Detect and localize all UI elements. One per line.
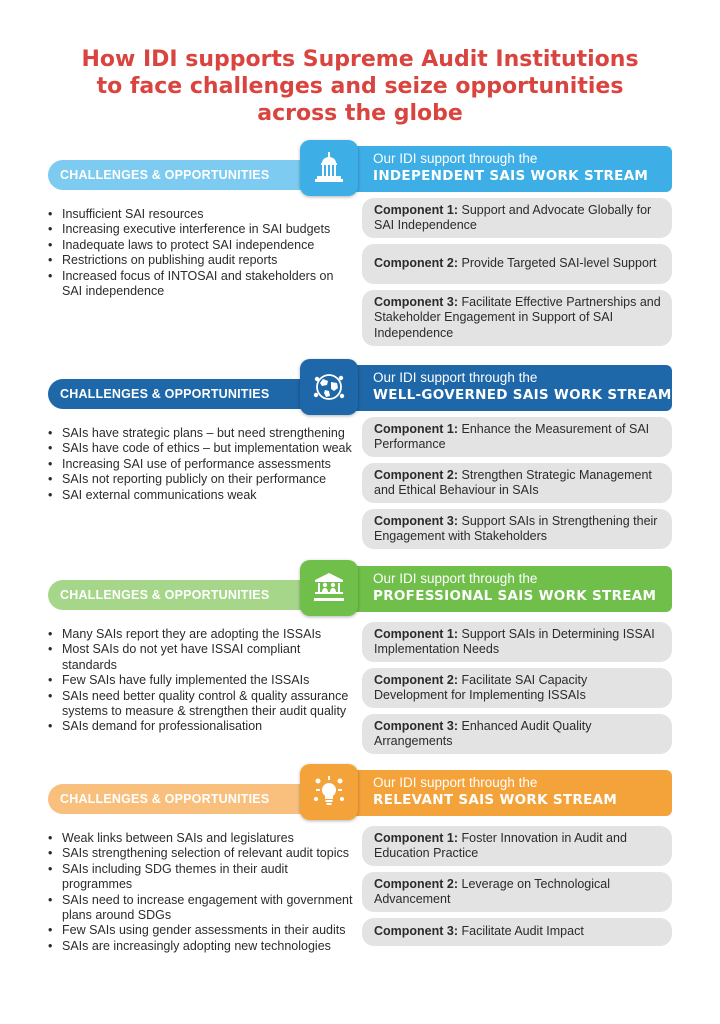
component-label: Component 1:: [374, 421, 459, 436]
component-text: Strengthen Strategic Management and Ethical Behaviour in SAIs: [374, 467, 652, 497]
challenges-opportunities-bar: CHALLENGES & OPPORTUNITIES: [48, 160, 318, 190]
component-card: [362, 622, 672, 662]
component-label: Component 2:: [374, 672, 459, 687]
challenges-list: [48, 627, 354, 735]
institution-people-icon: [300, 560, 358, 616]
component-card: [362, 244, 672, 284]
component-card: [362, 826, 672, 866]
list-item: • Increasing executive interference in SAI budgets: [48, 222, 354, 237]
component-text: Foster Innovation in Audit and Education Practice: [374, 830, 627, 860]
list-item: • SAIs need better quality control & quality assurance systems to measure & strengthen their audit quality: [48, 689, 354, 720]
support-prefix: Our IDI support through the: [373, 370, 538, 385]
lightbulb-ideas-icon: [300, 764, 358, 820]
section-professional: [0, 560, 720, 760]
challenges-list: [48, 207, 354, 299]
component-text: Facilitate Effective Partnerships and Stakeholder Engagement in Support of SAI Independence: [374, 294, 661, 340]
component-text: Enhanced Audit Quality Arrangements: [374, 718, 592, 748]
component-card: [362, 198, 672, 238]
component-card: [362, 417, 672, 457]
component-text: Support and Advocate Globally for SAI Independence: [374, 202, 652, 232]
component-label: Component 3:: [374, 718, 459, 733]
challenges-list: [48, 426, 354, 503]
work-stream-header: [340, 146, 672, 192]
list-item: • Restrictions on publishing audit reports: [48, 253, 354, 268]
list-item: • Increased focus of INTOSAI and stakeholders on SAI independence: [48, 269, 354, 300]
list-item: • SAIs have strategic plans – but need strengthening: [48, 426, 354, 441]
component-text: Leverage on Technological Advancement: [374, 876, 611, 906]
list-item: • Inadequate laws to protect SAI independence: [48, 238, 354, 253]
component-card: [362, 872, 672, 912]
challenges-list: [48, 831, 354, 954]
component-text: Facilitate SAI Capacity Development for Implementing ISSAIs: [374, 672, 588, 702]
component-card: [362, 463, 672, 503]
section-independent: [0, 140, 720, 350]
component-text: Support SAIs in Determining ISSAI Implementation Needs: [374, 626, 655, 656]
list-item: • SAIs are increasingly adopting new technologies: [48, 939, 354, 954]
list-item: • Many SAIs report they are adopting the ISSAIs: [48, 627, 354, 642]
component-card: [362, 918, 672, 946]
list-item: • Insufficient SAI resources: [48, 207, 354, 222]
title-line-3: across the globe: [257, 101, 463, 126]
component-label: Component 3:: [374, 924, 459, 939]
work-stream-name: WELL-GOVERNED SAIS WORK STREAM: [373, 387, 672, 403]
component-card: [362, 668, 672, 708]
section-relevant: [0, 764, 720, 990]
challenges-opportunities-bar: CHALLENGES & OPPORTUNITIES: [48, 784, 318, 814]
work-stream-name: RELEVANT SAIS WORK STREAM: [373, 792, 618, 808]
component-card: [362, 290, 672, 346]
list-item: • SAIs have code of ethics – but implementation weak: [48, 441, 354, 456]
support-prefix: Our IDI support through the: [373, 775, 538, 790]
component-label: Component 2:: [374, 876, 459, 891]
list-item: • SAIs demand for professionalisation: [48, 719, 354, 734]
support-prefix: Our IDI support through the: [373, 151, 538, 166]
title-line-2: to face challenges and seize opportunities: [96, 74, 624, 99]
list-item: • SAIs including SDG themes in their audit programmes: [48, 862, 354, 893]
work-stream-name: PROFESSIONAL SAIS WORK STREAM: [373, 588, 657, 604]
support-prefix: Our IDI support through the: [373, 571, 538, 586]
section-well-governed: [0, 359, 720, 555]
component-text: Support SAIs in Strengthening their Engagement with Stakeholders: [374, 513, 658, 543]
challenges-opportunities-bar: CHALLENGES & OPPORTUNITIES: [48, 379, 318, 409]
component-card: [362, 714, 672, 754]
list-item: • Increasing SAI use of performance assessments: [48, 457, 354, 472]
component-label: Component 1:: [374, 626, 459, 641]
list-item: • Weak links between SAIs and legislatures: [48, 831, 354, 846]
component-label: Component 3:: [374, 513, 459, 528]
globe-network-icon: [300, 359, 358, 415]
component-label: Component 1:: [374, 202, 459, 217]
challenges-opportunities-bar: CHALLENGES & OPPORTUNITIES: [48, 580, 318, 610]
component-text: Enhance the Measurement of SAI Performance: [374, 421, 650, 451]
component-label: Component 2:: [374, 467, 459, 482]
page-title: [0, 46, 720, 127]
list-item: • Few SAIs using gender assessments in their audits: [48, 923, 354, 938]
list-item: • SAIs not reporting publicly on their performance: [48, 472, 354, 487]
list-item: • SAIs need to increase engagement with government plans around SDGs: [48, 893, 354, 924]
list-item: • SAIs strengthening selection of relevant audit topics: [48, 846, 354, 861]
list-item: • Most SAIs do not yet have ISSAI compliant standards: [48, 642, 354, 673]
work-stream-header: [340, 365, 672, 411]
list-item: • SAI external communications weak: [48, 488, 354, 503]
component-text: Facilitate Audit Impact: [461, 924, 584, 939]
work-stream-header: [340, 566, 672, 612]
work-stream-header: [340, 770, 672, 816]
component-label: Component 2:: [374, 256, 459, 271]
work-stream-name: INDEPENDENT SAIS WORK STREAM: [373, 168, 649, 184]
component-text: Provide Targeted SAI-level Support: [461, 256, 657, 271]
capitol-building-icon: [300, 140, 358, 196]
component-label: Component 3:: [374, 294, 459, 309]
list-item: • Few SAIs have fully implemented the ISSAIs: [48, 673, 354, 688]
title-line-1: How IDI supports Supreme Audit Institutions: [81, 47, 639, 72]
component-label: Component 1:: [374, 830, 459, 845]
component-card: [362, 509, 672, 549]
